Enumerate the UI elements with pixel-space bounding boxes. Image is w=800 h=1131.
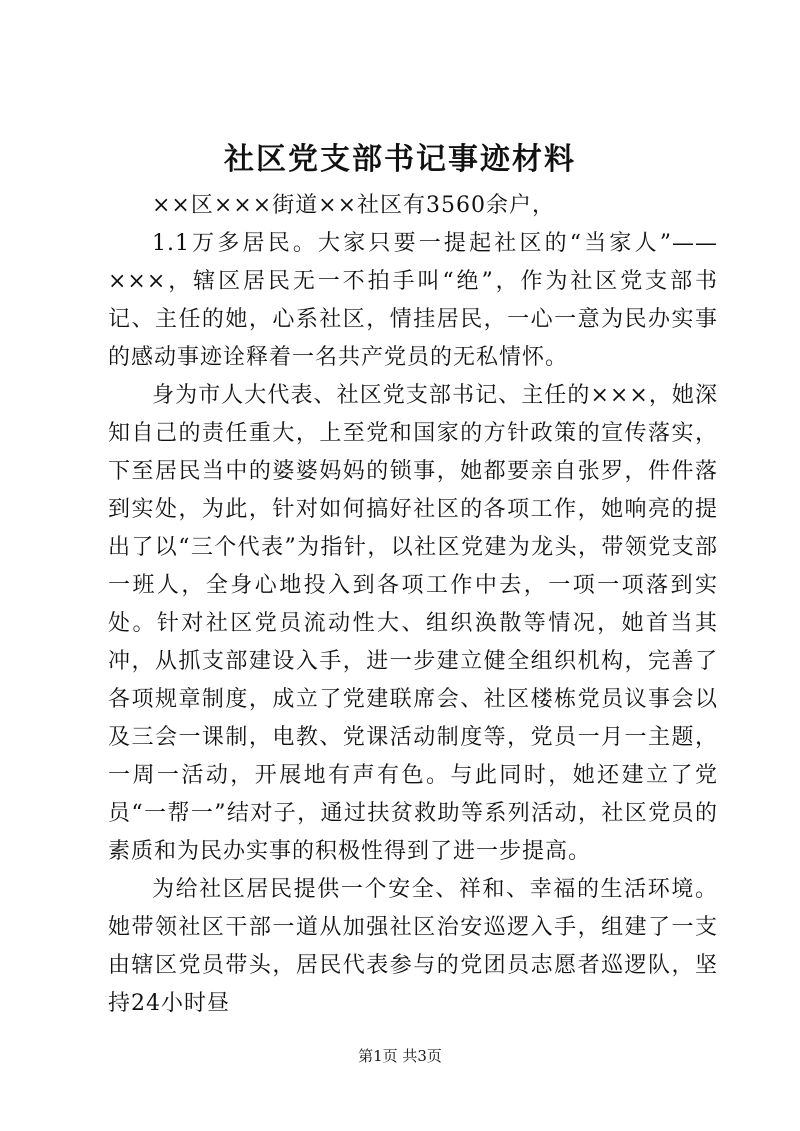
paragraph-3: 身为市人大代表、社区党支部书记、主任的×××，她深知自己的责任重大，上至党和国家的方针政策的宣传落实，下至居民当中的婆婆妈妈的锁事，她都要亲自张罗，件件落到实处，为此，针对如何搞好社区的各项工作，她响亮的提出了以“三个代表”为指针，以社区党建为龙头，带领党支部一班人，全身心地投入到各项工作中去，一项一项落到实处。针对社区党员流动性大、组织涣散等情况，她首当其冲，从抓支部建设入手，进一步建立健全组织机构，完善了各项规章制度，成立了党建联席会、社区楼栋党员议事会以及三会一课制，电教、党课活动制度等，党员一月一主题，一周一活动，开展地有声有色。与此同时，她还建立了党员“一帮一”结对子，通过扶贫救助等系列活动，社区党员的素质和为民办实事的积极性得到了进一步提高。 <box>108 383 718 864</box>
document-body <box>108 187 718 1023</box>
paragraph-4: 为给社区居民提供一个安全、祥和、幸福的生活环境。她带领社区干部一道从加强社区治安巡逻入手，组建了一支由辖区党员带头，居民代表参与的党团员志愿者巡逻队，坚持24小时昼 <box>108 877 718 1016</box>
page-number-footer: 第1页 共3页 <box>358 1047 442 1065</box>
document-title: 社区党支部书记事迹材料 <box>224 142 576 177</box>
paragraph-1: ××区×××街道××社区有3560余户， <box>152 193 556 218</box>
paragraph-2: 1.1万多居民。大家只要一提起社区的“当家人”——×××，辖区居民无一不拍手叫“绝”，作为社区党支部书记、主任的她，心系社区，情挂居民，一心一意为民办实事的感动事迹诠释着一名共产党员的无私情怀。 <box>108 231 718 370</box>
